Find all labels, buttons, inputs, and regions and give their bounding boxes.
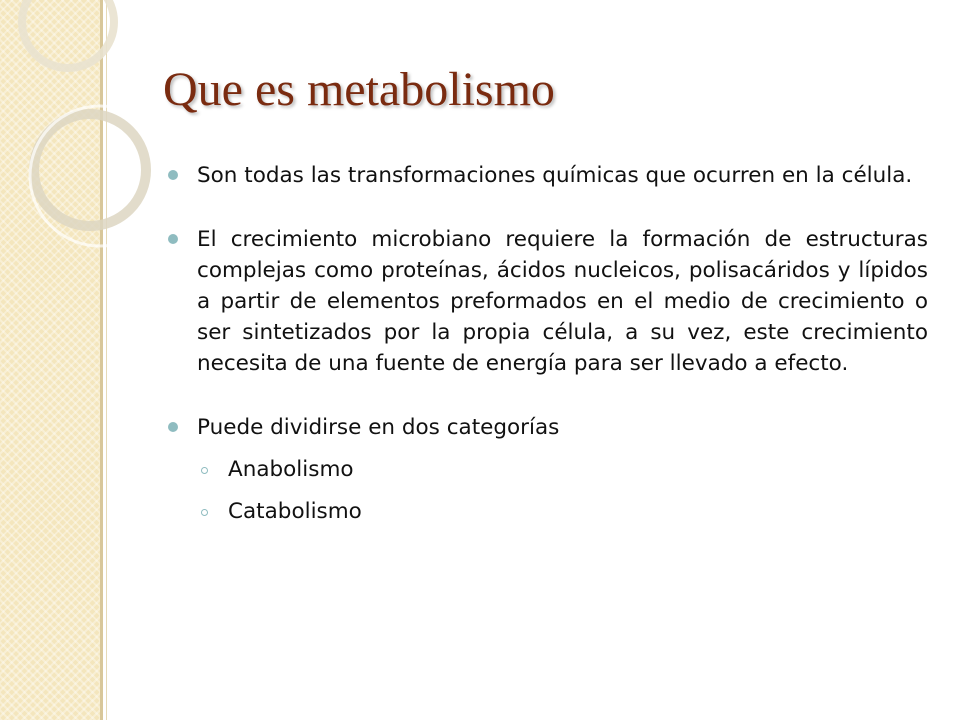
sub-bullet-text: Anabolismo [228,457,354,482]
sub-bullet-ring-icon [201,509,208,516]
bullet-dot-icon [168,234,178,244]
sub-bullet-item [168,496,928,527]
bullet-dot-icon [168,422,178,432]
slide-title: Que es metabolismo [163,63,555,116]
bullet-item [168,412,928,443]
bullet-text: El crecimiento microbiano requiere la formación de estructuras complejas como proteínas, ácidos nucleicos, polisacáridos y lípidos a partir de elementos preformados en el medio de crecimiento o ser sintetizados por la propia célula, a su vez, este crecimiento necesita de una fuente de energía para ser llevado a efecto. [197,227,928,376]
bullet-item [168,224,928,379]
sub-bullet-item [168,454,928,485]
bullet-text: Son todas las transformaciones químicas que ocurren en la célula. [197,163,913,188]
slide-body [168,160,928,527]
sub-bullet-text: Catabolismo [228,499,362,524]
bullet-item [168,160,928,191]
bullet-dot-icon [168,170,178,180]
sub-bullet-ring-icon [201,467,208,474]
bullet-text: Puede dividirse en dos categorías [197,415,560,440]
